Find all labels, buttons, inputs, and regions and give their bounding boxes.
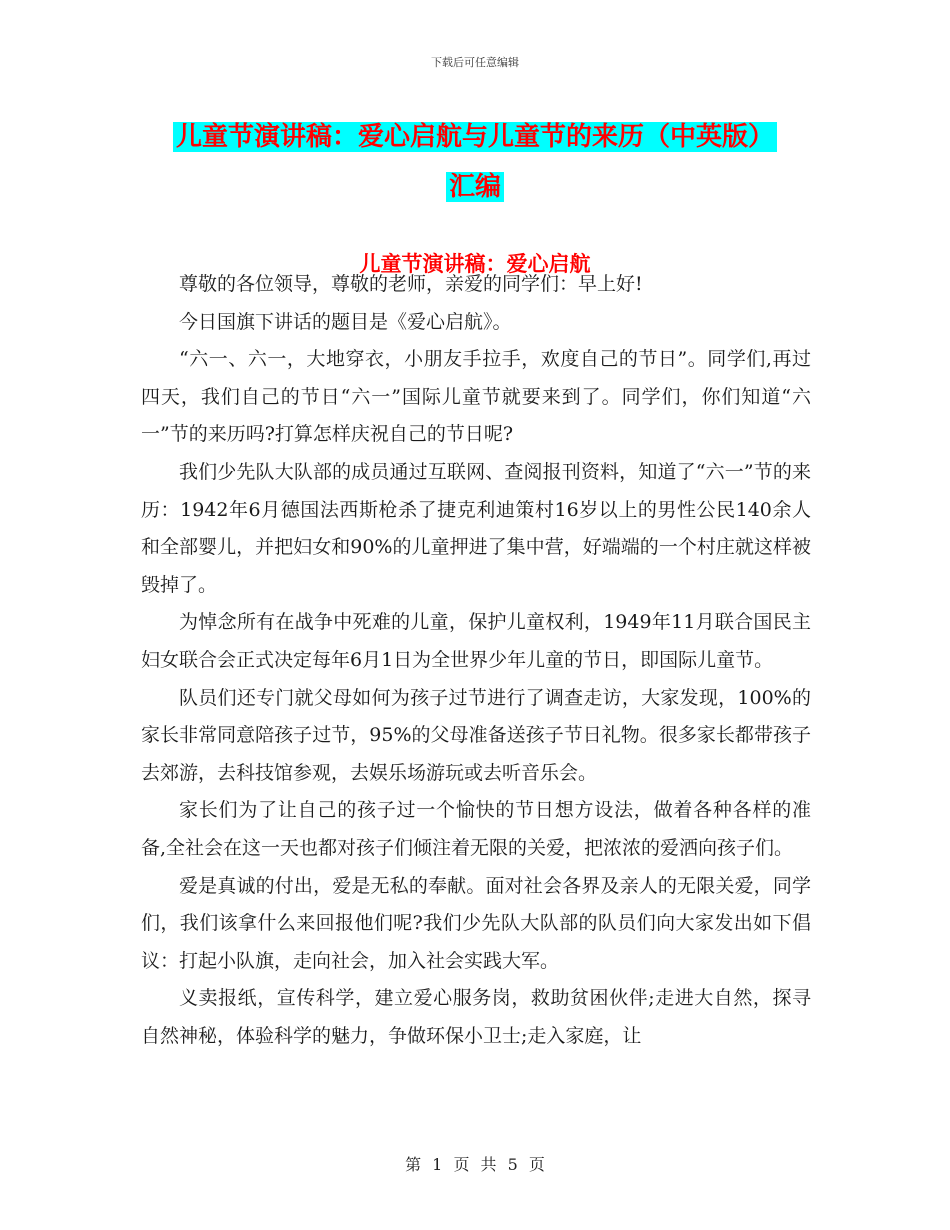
paragraph: 义卖报纸，宣传科学，建立爱心服务岗，救助贫困伙伴;走进大自然，探寻自然神秘，体验科学的魅力，争做环保小卫士;走入家庭，让 xyxy=(141,987,811,1047)
paragraph: 爱是真诚的付出，爱是无私的奉献。面对社会各界及亲人的无限关爱，同学们，我们该拿什么来回报他们呢?我们少先队大队部的队员们向大家发出如下倡议：打起小队旗，走向社会，加入社会实践大军。 xyxy=(141,874,811,972)
paragraph: 队员们还专门就父母如何为孩子过节进行了调查走访，大家发现，100%的家长非常同意陪孩子过节，95%的父母准备送孩子节日礼物。很多家长都带孩子去郊游，去科技馆参观，去娱乐场游玩或去听音乐会。 xyxy=(141,686,811,784)
paragraph: “六一、六一，大地穿衣，小朋友手拉手，欢度自己的节日”。同学们,再过四天，我们自己的节日“六一”国际儿童节就要来到了。同学们，你们知道“六一”节的来历吗?打算怎样庆祝自己的节日呢? xyxy=(141,348,811,446)
document-title xyxy=(0,112,950,212)
title-line-1: 儿童节演讲稿：爱心启航与儿童节的来历（中英版） xyxy=(173,122,777,152)
page-footer: 第 1 页 共 5 页 xyxy=(405,1155,545,1174)
paragraph: 尊敬的各位领导，尊敬的老师，亲爱的同学们：早上好! xyxy=(179,273,643,295)
paragraph: 为悼念所有在战争中死难的儿童，保护儿童权利，1949年11月联合国民主妇女联合会正式决定每年6月1日为全世界少年儿童的节日，即国际儿童节。 xyxy=(141,611,811,671)
header-note: 下载后可任意编辑 xyxy=(431,56,519,69)
paragraph: 我们少先队大队部的成员通过互联网、查阅报刊资料，知道了“六一”节的来历：1942年6月德国法西斯枪杀了捷克利迪策村16岁以上的男性公民140余人和全部婴儿，并把妇女和90%的儿童押进了集中营，好端端的一个村庄就这样被毁掉了。 xyxy=(141,460,811,596)
section-title: 儿童节演讲稿：爱心启航 xyxy=(359,252,591,276)
title-line-2: 汇编 xyxy=(446,172,504,202)
paragraph: 家长们为了让自己的孩子过一个愉快的节日想方设法，做着各种各样的准备,全社会在这一天也都对孩子们倾注着无限的关爱，把浓浓的爱洒向孩子们。 xyxy=(141,799,811,859)
body-text xyxy=(141,266,811,1055)
paragraph: 今日国旗下讲话的题目是《爱心启航》。 xyxy=(179,310,512,333)
